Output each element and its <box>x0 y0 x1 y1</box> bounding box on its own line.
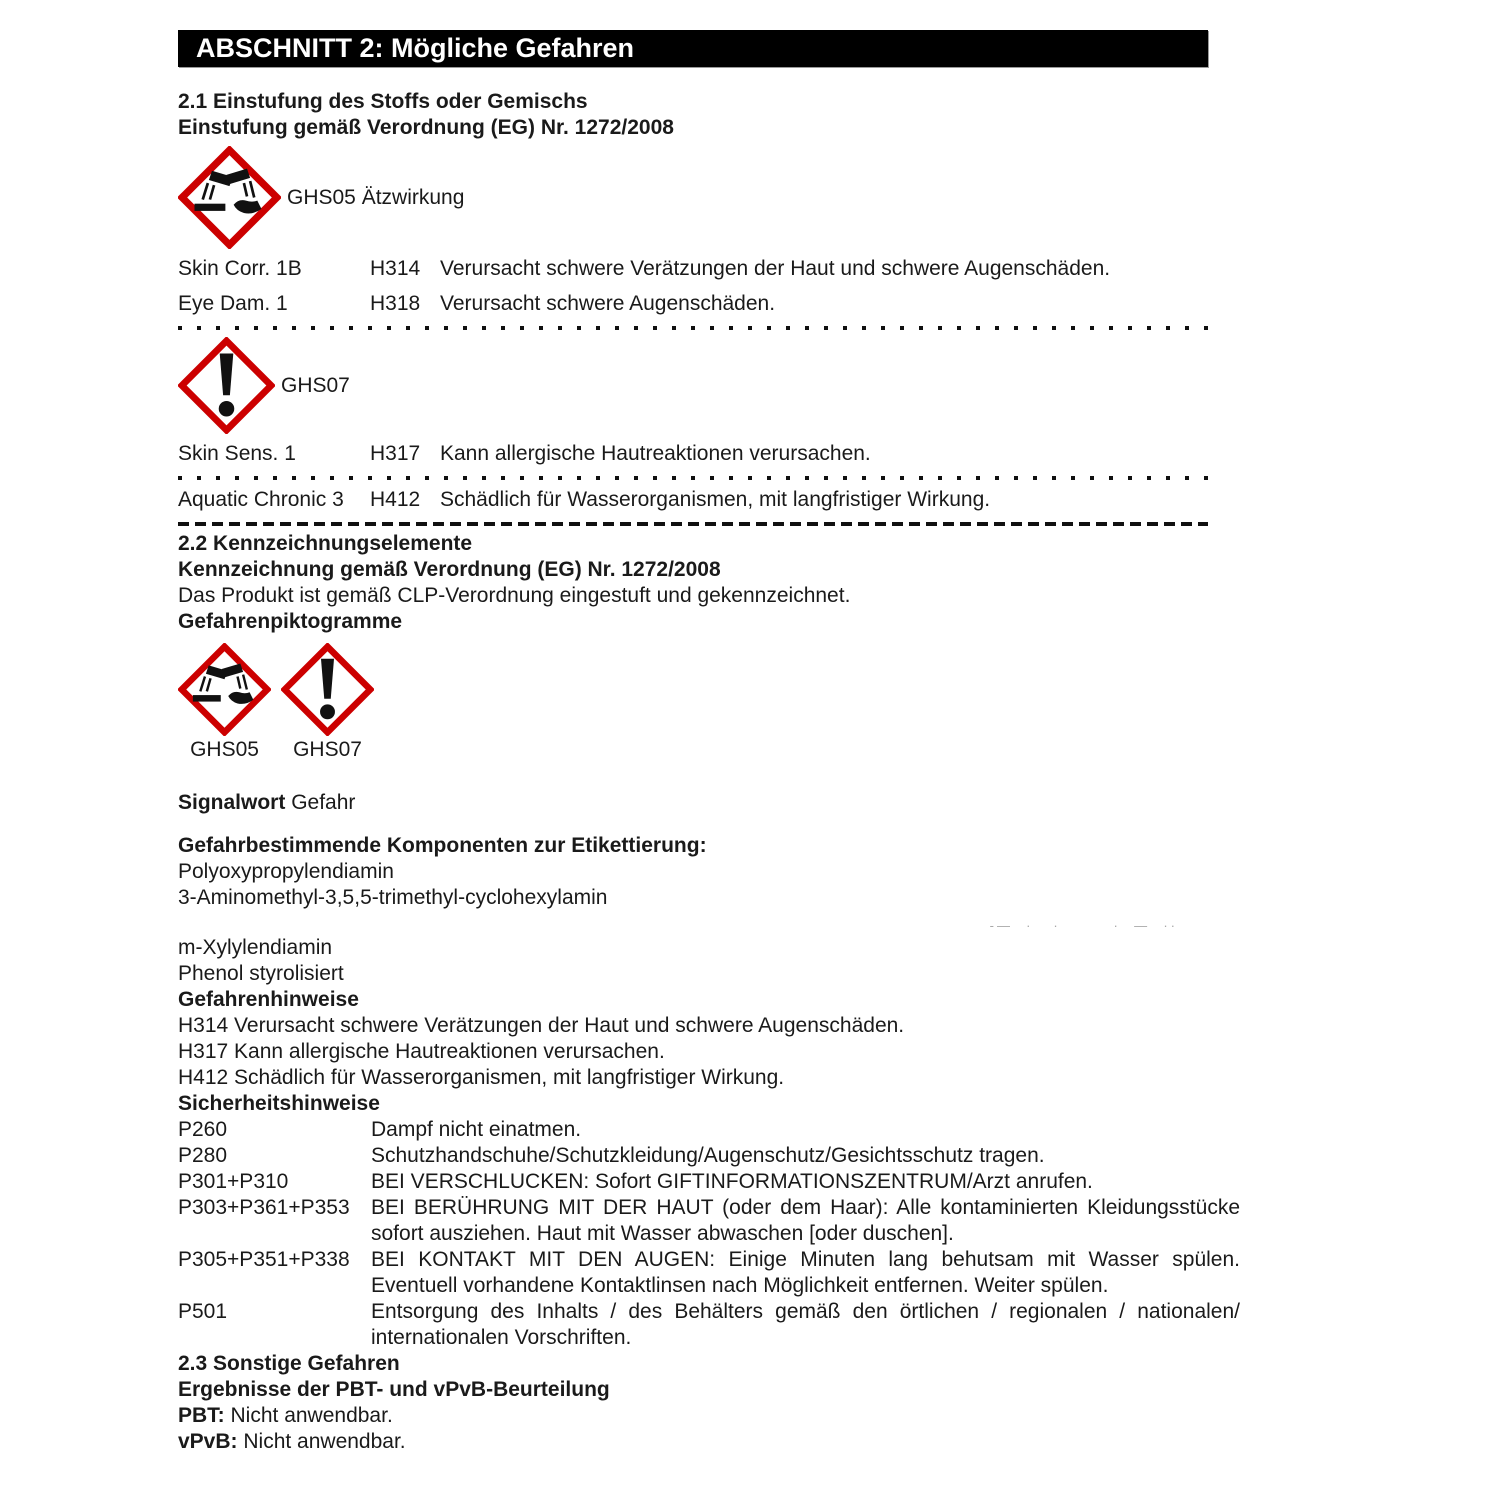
component-item: Phenol styrolisiert <box>178 962 344 985</box>
precautionary-row <box>178 1143 1240 1169</box>
section-header-bar <box>178 30 1208 67</box>
precautionary-heading: Sicherheitshinweise <box>178 1092 380 1115</box>
pbt-line <box>178 1403 1240 1429</box>
p-text: Entsorgung des Inhalts / des Behälters gemäß den örtlichen / regionalen / nationalen/ internationalen Vorschriften. <box>371 1300 1240 1349</box>
hazard-class: Skin Corr. 1B <box>178 257 302 280</box>
precautionary-row <box>178 1299 1240 1351</box>
component-item: Polyoxypropylendiamin <box>178 860 394 883</box>
p-code: P501 <box>178 1300 228 1323</box>
dotted-separator <box>178 476 1208 480</box>
vpvb-value: Nicht anwendbar. <box>243 1430 406 1453</box>
ghs07-classification-block <box>178 337 1240 434</box>
pictogram-ghs05 <box>178 643 271 763</box>
hazard-statement: H317 Kann allergische Hautreaktionen verursachen. <box>178 1040 665 1063</box>
label-pictograms <box>178 643 1240 763</box>
hazard-text: Verursacht schwere Augenschäden. <box>440 292 776 315</box>
heading-2-3: 2.3 Sonstige Gefahren <box>178 1352 400 1375</box>
pictogram-ghs07 <box>281 643 374 763</box>
component-item: m-Xylylendiamin <box>178 936 333 959</box>
hazard-code: H318 <box>370 292 421 315</box>
p-text: BEI BERÜHRUNG MIT DER HAUT (oder dem Haar): Alle kontaminierten Kleidungsstücke sofort ausziehen. Haut mit Wasser abwaschen [oder duschen]. <box>371 1196 1240 1245</box>
precautionary-row <box>178 1247 1240 1299</box>
hazard-code: H314 <box>370 257 421 280</box>
ghs05-corrosion-icon <box>178 643 271 736</box>
signal-word-label: Signalwort <box>178 791 286 814</box>
heading-2-1: 2.1 Einstufung des Stoffs oder Gemischs <box>178 90 588 113</box>
components-heading: Gefahrbestimmende Komponenten zur Etikettierung: <box>178 834 707 857</box>
p-code: P260 <box>178 1118 228 1141</box>
p-code: P305+P351+P338 <box>178 1248 350 1271</box>
dashed-separator <box>178 522 1208 526</box>
hazard-text: Schädlich für Wasserorganismen, mit langfristiger Wirkung. <box>440 488 991 511</box>
hazard-row <box>178 487 1240 513</box>
hazard-statements-heading: Gefahrenhinweise <box>178 988 359 1011</box>
faded-print-artifact: -— · · · — ·· <box>989 918 1178 933</box>
p-text: BEI KONTAKT MIT DEN AUGEN: Einige Minuten lang behutsam mit Wasser spülen. Eventuell vorhandene Kontaktlinsen nach Möglichkeit entfernen. Weiter spülen. <box>371 1248 1240 1297</box>
pictograms-heading: Gefahrenpiktogramme <box>178 610 403 633</box>
ghs05-corrosion-icon <box>178 146 281 249</box>
hazard-text: Verursacht schwere Verätzungen der Haut und schwere Augenschäden. <box>440 257 1111 280</box>
section-title: ABSCHNITT 2: Mögliche Gefahren <box>196 33 635 63</box>
hazard-class: Aquatic Chronic 3 <box>178 488 344 511</box>
hazard-code: H412 <box>370 488 421 511</box>
ghs05-hazard-rows <box>178 256 1240 317</box>
precautionary-row <box>178 1195 1240 1247</box>
signal-word-line <box>178 790 1240 816</box>
dotted-separator <box>178 326 1208 330</box>
ghs07-exclamation-icon <box>178 337 275 434</box>
heading-2-2: 2.2 Kennzeichnungselemente <box>178 532 473 555</box>
ghs05-classification-block <box>178 146 1240 249</box>
hazard-class: Skin Sens. 1 <box>178 442 296 465</box>
signal-word-value: Gefahr <box>291 791 356 814</box>
classification-regulation-heading: Einstufung gemäß Verordnung (EG) Nr. 1272/2008 <box>178 116 674 139</box>
hazard-text: Kann allergische Hautreaktionen verursachen. <box>440 442 871 465</box>
hazard-statement: H314 Verursacht schwere Verätzungen der Haut und schwere Augenschäden. <box>178 1014 905 1037</box>
p-text: Dampf nicht einatmen. <box>371 1118 582 1141</box>
p-code: P303+P361+P353 <box>178 1196 350 1219</box>
ghs07-exclamation-icon <box>281 643 374 736</box>
ghs07-hazard-rows <box>178 441 1240 467</box>
precautionary-row <box>178 1117 1240 1143</box>
vpvb-line <box>178 1429 1240 1455</box>
hazard-code: H317 <box>370 442 421 465</box>
ghs05-label: GHS05 Ätzwirkung <box>287 185 465 209</box>
pictogram-caption-ghs05: GHS05 <box>190 738 259 761</box>
hazard-row <box>178 256 1240 282</box>
pictogram-caption-ghs07: GHS07 <box>293 738 362 761</box>
p-code: P301+P310 <box>178 1170 289 1193</box>
pbt-value: Nicht anwendbar. <box>230 1404 393 1427</box>
p-text: BEI VERSCHLUCKEN: Sofort GIFTINFORMATIONSZENTRUM/Arzt anrufen. <box>371 1170 1093 1193</box>
ghs07-label: GHS07 <box>281 373 350 397</box>
precautionary-row <box>178 1169 1240 1195</box>
pbt-vpvb-heading: Ergebnisse der PBT- und vPvB-Beurteilung <box>178 1378 610 1401</box>
labelling-regulation-heading: Kennzeichnung gemäß Verordnung (EG) Nr. 1272/2008 <box>178 558 721 581</box>
hazard-row <box>178 291 1240 317</box>
hazard-statement: H412 Schädlich für Wasserorganismen, mit langfristiger Wirkung. <box>178 1066 785 1089</box>
hazard-class: Eye Dam. 1 <box>178 292 288 315</box>
hazard-row <box>178 441 1240 467</box>
component-item: 3-Aminomethyl-3,5,5-trimethyl-cyclohexylamin <box>178 886 608 909</box>
pbt-label: PBT: <box>178 1404 225 1427</box>
p-code: P280 <box>178 1144 228 1167</box>
vpvb-label: vPvB: <box>178 1430 238 1453</box>
sds-section-2 <box>178 30 1240 1455</box>
precautionary-rows <box>178 1117 1240 1351</box>
other-hazard-rows <box>178 487 1240 513</box>
clp-note: Das Produkt ist gemäß CLP-Verordnung eingestuft und gekennzeichnet. <box>178 584 851 607</box>
component-gap <box>178 911 1240 935</box>
p-text: Schutzhandschuhe/Schutzkleidung/Augenschutz/Gesichtsschutz tragen. <box>371 1144 1045 1167</box>
